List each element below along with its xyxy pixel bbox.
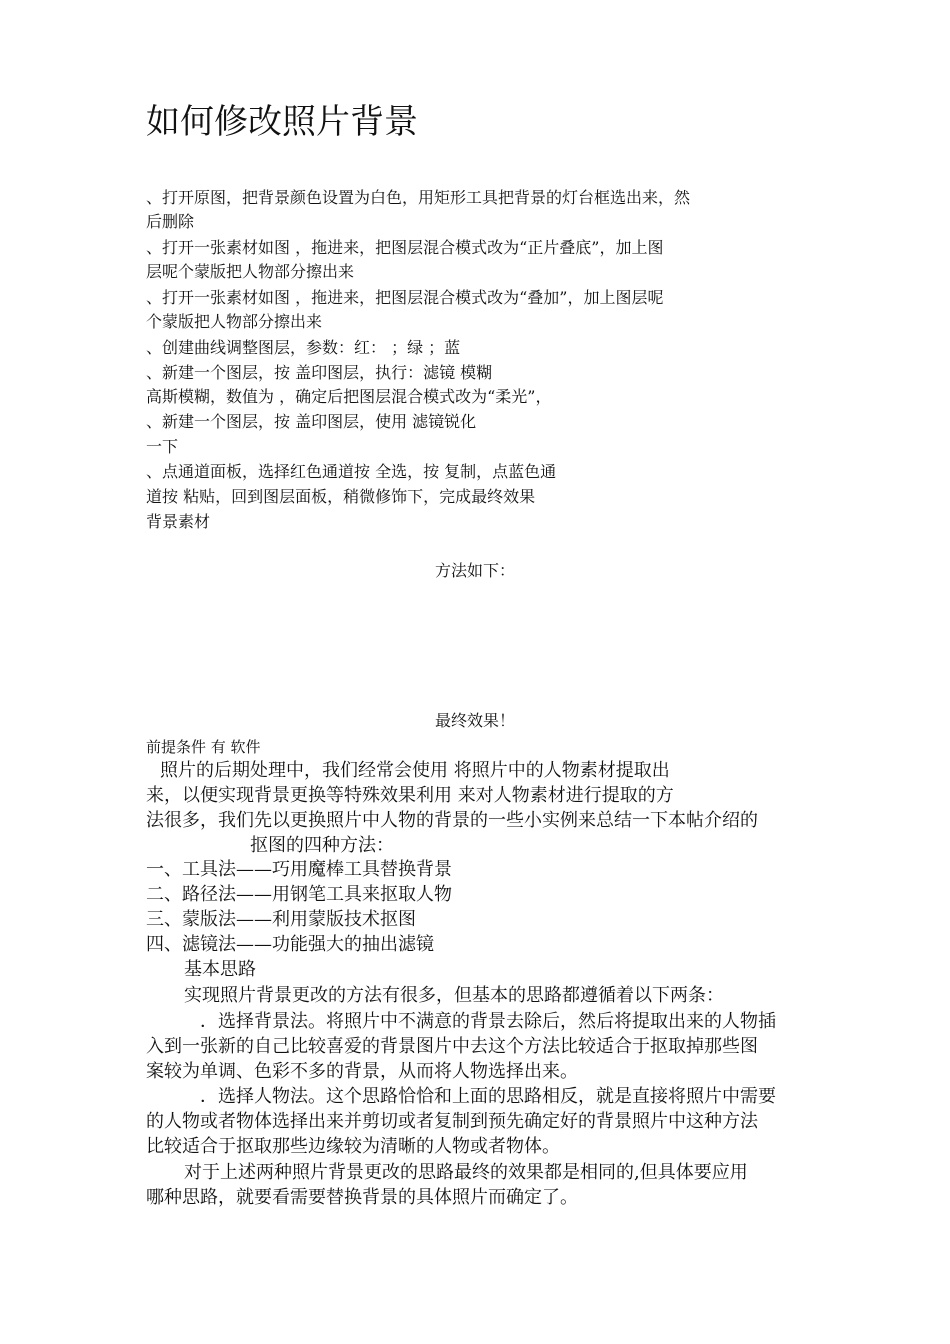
step-line: 高斯模糊，数值为 ，确定后把图层混合模式改为“柔光”， (146, 387, 552, 406)
step-line: 、新建一个图层，按 盖印图层，执行：滤镜 模糊 (146, 363, 493, 382)
basic-intro: 实现照片背景更改的方法有很多，但基本的思路都遵循着以下两条： (184, 985, 724, 1006)
conclusion-line: 哪种思路，就要看需要替换背景的具体照片而确定了。 (146, 1187, 578, 1208)
method-item: 二、路径法——用钢笔工具来抠取人物 (146, 884, 452, 905)
intro-line: 法很多，我们先以更换照片中人物的背景的一些小实例来总结一下本帖介绍的 (146, 810, 758, 831)
approach-line: 案较为单调、色彩不多的背景，从而将人物选择出来。 (146, 1061, 578, 1082)
step-line: 层呢个蒙版把人物部分擦出来 (146, 262, 355, 281)
step-line: 个蒙版把人物部分擦出来 (146, 312, 323, 331)
intro-line: 抠图的四种方法： (250, 835, 394, 856)
step-line: 背景素材 (146, 512, 211, 531)
intro-line: 来，以便实现背景更换等特殊效果利用 来对人物素材进行提取的方 (146, 785, 674, 806)
final-heading: 最终效果！ (434, 711, 515, 730)
document-title: 如何修改照片背景 (146, 102, 418, 142)
basic-heading: 基本思路 (184, 959, 256, 980)
step-line: 、打开原图，把背景颜色设置为白色，用矩形工具把背景的灯台框选出来，然 (146, 188, 691, 207)
method-heading: 方法如下： (434, 561, 515, 580)
step-line: 后删除 (146, 212, 195, 231)
method-item: 三、蒙版法——利用蒙版技术抠图 (146, 909, 416, 930)
step-line: 道按 粘贴，回到图层面板，稍微修饰下，完成最终效果 (146, 487, 536, 506)
approach-line: 入到一张新的自己比较喜爱的背景图片中去这个方法比较适合于抠取掉那些图 (146, 1036, 758, 1057)
approach-line: 的人物或者物体选择出来并剪切或者复制到预先确定好的背景照片中这种方法 (146, 1111, 758, 1132)
approach-line: ．选择背景法。将照片中不满意的背景去除后，然后将提取出来的人物插 (200, 1011, 776, 1032)
method-item: 一、工具法——巧用魔棒工具替换背景 (146, 859, 452, 880)
step-line: 、创建曲线调整图层，参数：红： ；绿 ；蓝 (146, 338, 461, 357)
approach-line: ．选择人物法。这个思路恰恰和上面的思路相反，就是直接将照片中需要 (200, 1086, 776, 1107)
step-line: 、新建一个图层，按 盖印图层，使用 滤镜锐化 (146, 412, 477, 431)
conclusion-line: 对于上述两种照片背景更改的思路最终的效果都是相同的,但具体要应用 (184, 1162, 748, 1183)
prerequisite-line: 前提条件 有 软件 (146, 738, 261, 756)
intro-line: 照片的后期处理中，我们经常会使用 将照片中的人物素材提取出 (160, 760, 670, 781)
step-line: 、打开一张素材如图 ，拖进来，把图层混合模式改为“叠加”，加上图层呢 (146, 288, 664, 307)
approach-line: 比较适合于抠取那些边缘较为清晰的人物或者物体。 (146, 1136, 560, 1157)
step-line: 、点通道面板，选择红色通道按 全选，按 复制，点蓝色通 (146, 462, 557, 481)
step-line: 一下 (146, 437, 179, 456)
step-line: 、打开一张素材如图 ，拖进来，把图层混合模式改为“正片叠底”，加上图 (146, 238, 664, 257)
method-item: 四、滤镜法——功能强大的抽出滤镜 (146, 934, 434, 955)
